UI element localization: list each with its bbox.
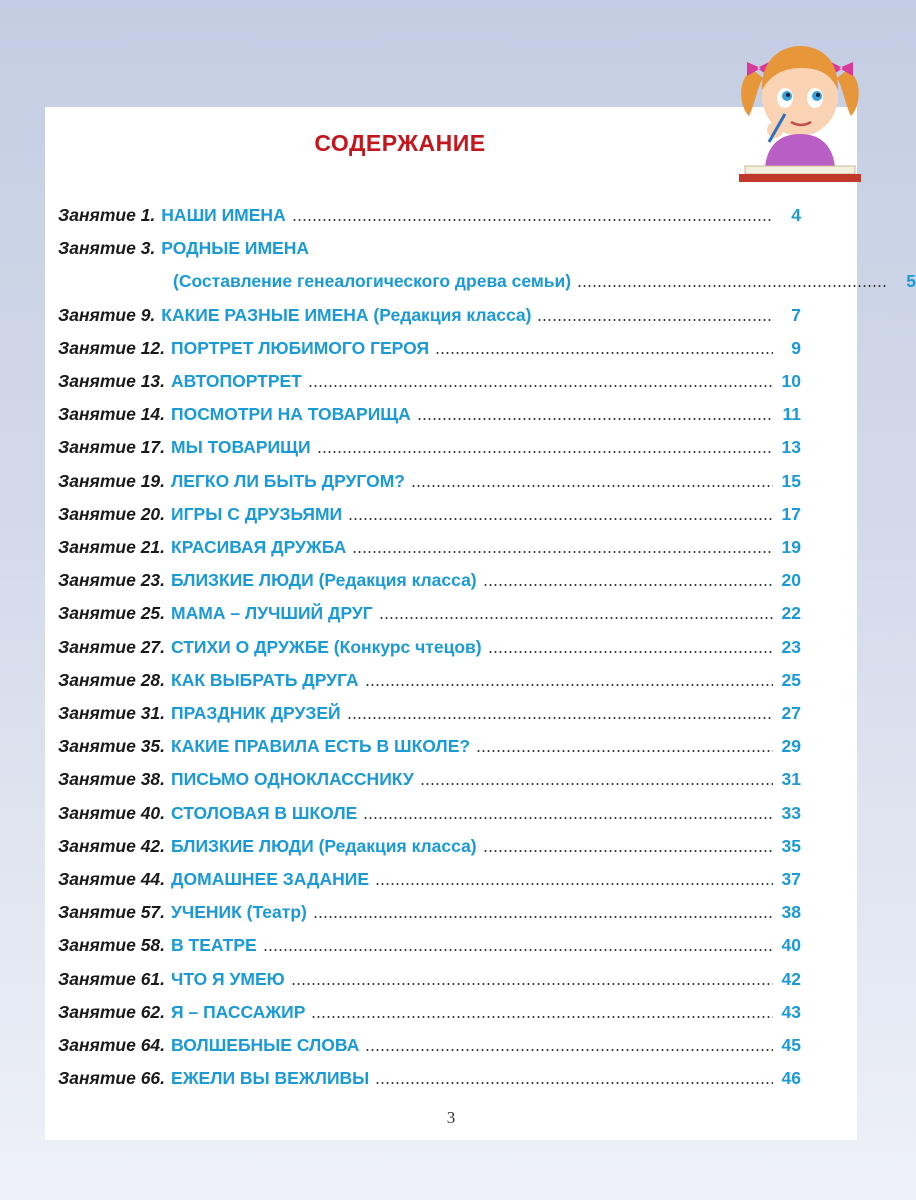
page-ref: 7 xyxy=(791,304,801,325)
lesson-title: МАМА – ЛУЧШИЙ ДРУГ xyxy=(171,603,373,624)
lesson-title: (Составление генеалогического древа семьи) xyxy=(173,271,572,292)
toc-entry xyxy=(58,495,801,525)
lesson-title: ПОСМОТРИ НА ТОВАРИЩА xyxy=(171,404,411,425)
lesson-title: АВТОПОРТРЕТ xyxy=(171,371,302,391)
lesson-title: ПИСЬМО ОДНОКЛАССНИКУ xyxy=(171,769,414,790)
lesson-title: ЛЕГКО ЛИ БЫТЬ ДРУГОМ? xyxy=(171,470,405,491)
page-ref: 13 xyxy=(781,437,801,458)
lesson-label: Занятие 57. xyxy=(58,902,166,923)
page-ref: 38 xyxy=(781,902,801,923)
page-ref: 22 xyxy=(781,603,801,624)
page-ref: 25 xyxy=(781,669,801,690)
toc-entry xyxy=(58,196,801,226)
lesson-title: В ТЕАТРЕ xyxy=(171,935,257,956)
page-ref: 5 xyxy=(906,271,916,292)
lesson-title: УЧЕНИК (Театр) xyxy=(171,902,307,923)
lesson-title: ВОЛШЕБНЫЕ СЛОВА xyxy=(171,1035,360,1055)
page-ref: 20 xyxy=(781,570,801,591)
toc-entry xyxy=(58,462,801,492)
lesson-title: МЫ ТОВАРИЩИ xyxy=(171,437,311,458)
toc-entry xyxy=(58,1026,801,1056)
toc-entry xyxy=(58,594,801,624)
page-ref: 29 xyxy=(781,736,801,757)
dot-leader xyxy=(537,319,773,321)
toc-entry xyxy=(58,926,801,956)
toc-entry xyxy=(58,893,801,923)
page-ref: 33 xyxy=(781,802,801,823)
dot-leader xyxy=(411,485,773,487)
lesson-title: РОДНЫЕ ИМЕНА xyxy=(161,238,309,259)
lesson-label: Занятие 21. xyxy=(58,537,166,557)
dot-leader xyxy=(379,617,773,619)
lesson-label: Занятие 31. xyxy=(58,703,166,723)
page-ref: 37 xyxy=(781,869,801,889)
desk xyxy=(739,174,861,182)
dot-leader xyxy=(317,451,773,453)
book xyxy=(745,166,855,174)
dot-leader xyxy=(263,949,773,951)
page-ref: 19 xyxy=(781,537,801,557)
page-ref: 27 xyxy=(781,703,801,723)
lesson-label: Занятие 17. xyxy=(58,437,166,458)
page-ref: 45 xyxy=(781,1035,801,1055)
dot-leader xyxy=(365,1049,773,1051)
toc-entry xyxy=(58,561,801,591)
lesson-label: Занятие 1. xyxy=(58,205,156,225)
toc-entry xyxy=(58,628,801,658)
lesson-title: Я – ПАССАЖИР xyxy=(171,1001,306,1022)
toc-entry xyxy=(58,229,801,259)
toc-entry xyxy=(58,528,801,558)
page-ref: 11 xyxy=(782,404,801,425)
toc-entry xyxy=(58,296,801,326)
lesson-label: Занятие 64. xyxy=(58,1035,166,1055)
lesson-label: Занятие 35. xyxy=(58,736,166,757)
contents-page xyxy=(45,107,916,1140)
lesson-title: ПРАЗДНИК ДРУЗЕЙ xyxy=(171,703,341,723)
lesson-title: НАШИ ИМЕНА xyxy=(161,205,286,225)
toc-entry xyxy=(58,395,801,425)
page-ref: 23 xyxy=(781,636,801,657)
lesson-title: ЧТО Я УМЕЮ xyxy=(171,968,285,989)
dot-leader xyxy=(435,352,773,354)
page-ref: 42 xyxy=(781,968,801,989)
lesson-label: Занятие 19. xyxy=(58,470,166,491)
lesson-label: Занятие 27. xyxy=(58,636,166,657)
toc-entry xyxy=(58,993,801,1023)
lesson-label: Занятие 25. xyxy=(58,603,166,624)
dot-leader xyxy=(417,418,773,420)
toc-entry xyxy=(58,827,801,857)
lesson-title: ЕЖЕЛИ ВЫ ВЕЖЛИВЫ xyxy=(171,1068,370,1089)
dress xyxy=(765,134,835,168)
dot-leader xyxy=(375,1082,773,1084)
lesson-label: Занятие 9. xyxy=(58,304,156,325)
dot-leader xyxy=(488,651,773,653)
page-ref: 40 xyxy=(781,935,801,956)
dot-leader xyxy=(292,219,773,221)
page-ref: 9 xyxy=(791,337,801,358)
toc-entry xyxy=(58,1059,801,1089)
lesson-label: Занятие 20. xyxy=(58,503,166,524)
lesson-label: Занятие 13. xyxy=(58,371,166,391)
toc-entry xyxy=(58,794,801,824)
page-ref: 43 xyxy=(781,1001,801,1022)
girl-writing-icon xyxy=(735,18,865,188)
lesson-label: Занятие 3. xyxy=(58,238,156,259)
lesson-title: КАК ВЫБРАТЬ ДРУГА xyxy=(171,669,359,690)
lesson-title: СТИХИ О ДРУЖБЕ (Конкурс чтецов) xyxy=(171,636,482,657)
pigtail-left xyxy=(741,70,763,116)
toc-entry xyxy=(58,760,801,790)
page-number: 3 xyxy=(446,1108,456,1127)
page-ref: 10 xyxy=(781,371,801,391)
toc-entry xyxy=(58,960,801,990)
lesson-title: КАКИЕ РАЗНЫЕ ИМЕНА (Редакция класса) xyxy=(161,304,532,325)
lesson-title: ИГРЫ С ДРУЗЬЯМИ xyxy=(171,503,343,524)
toc-entry xyxy=(58,262,916,292)
dot-leader xyxy=(375,883,773,885)
lesson-label: Занятие 38. xyxy=(58,769,166,790)
toc-entry xyxy=(58,727,801,757)
dot-leader xyxy=(420,783,773,785)
dot-leader xyxy=(483,850,773,852)
lesson-title: КАКИЕ ПРАВИЛА ЕСТЬ В ШКОЛЕ? xyxy=(171,736,471,757)
lesson-label: Занятие 40. xyxy=(58,802,166,823)
page-ref: 35 xyxy=(781,835,801,856)
lesson-title: БЛИЗКИЕ ЛЮДИ (Редакция класса) xyxy=(171,835,477,856)
lesson-label: Занятие 61. xyxy=(58,968,166,989)
dot-leader xyxy=(313,916,773,918)
lesson-title: КРАСИВАЯ ДРУЖБА xyxy=(171,537,347,557)
dot-leader xyxy=(577,285,888,287)
dot-leader xyxy=(347,717,773,719)
dot-leader xyxy=(476,750,773,752)
page-ref: 15 xyxy=(781,470,801,491)
toc-entry xyxy=(58,428,801,458)
toc-entry xyxy=(58,860,801,890)
page-ref: 46 xyxy=(781,1068,801,1089)
lesson-label: Занятие 62. xyxy=(58,1001,166,1022)
page-ref: 4 xyxy=(791,205,801,225)
lesson-label: Занятие 23. xyxy=(58,570,166,591)
lesson-label: Занятие 66. xyxy=(58,1068,166,1089)
lesson-title: СТОЛОВАЯ В ШКОЛЕ xyxy=(171,802,358,823)
lesson-label: Занятие 14. xyxy=(58,404,166,425)
dot-leader xyxy=(483,584,773,586)
dot-leader xyxy=(308,385,773,387)
dot-leader xyxy=(352,551,773,553)
dot-leader xyxy=(365,684,773,686)
lesson-label: Занятие 28. xyxy=(58,669,166,690)
lesson-label: Занятие 44. xyxy=(58,869,166,889)
dot-leader xyxy=(363,817,773,819)
lesson-label: Занятие 12. xyxy=(58,337,166,358)
lesson-title: ПОРТРЕТ ЛЮБИМОГО ГЕРОЯ xyxy=(171,337,430,358)
toc-entry xyxy=(58,694,801,724)
page-title: СОДЕРЖАНИЕ xyxy=(314,130,486,156)
dot-leader xyxy=(291,983,773,985)
page-ref: 31 xyxy=(781,769,801,790)
dot-leader xyxy=(311,1016,773,1018)
toc-entry xyxy=(58,362,801,392)
lesson-title: БЛИЗКИЕ ЛЮДИ (Редакция класса) xyxy=(171,570,477,591)
dot-leader xyxy=(348,518,773,520)
toc-entry xyxy=(58,661,801,691)
lesson-title: ДОМАШНЕЕ ЗАДАНИЕ xyxy=(171,869,369,889)
toc-entry xyxy=(58,329,801,359)
page-ref: 17 xyxy=(781,503,801,524)
lesson-label: Занятие 58. xyxy=(58,935,166,956)
pigtail-right xyxy=(837,70,859,116)
lesson-label: Занятие 42. xyxy=(58,835,166,856)
